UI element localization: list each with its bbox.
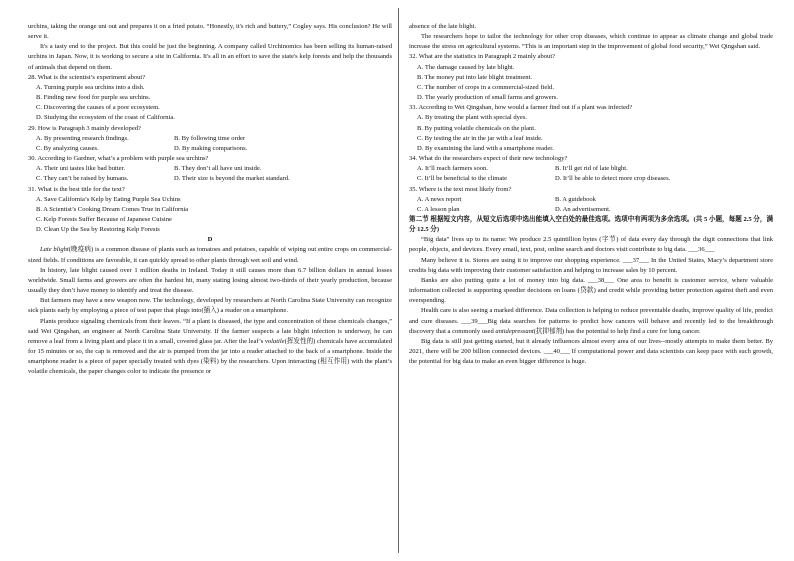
option: C. A lesson plan xyxy=(417,205,460,213)
question-32: 32. What are the statistics in Paragraph 2 mainly about? xyxy=(409,53,556,61)
option: D. By making comparisons. xyxy=(174,144,248,152)
option: B. By putting volatile chemicals on the plant. xyxy=(417,124,536,132)
passage-paragraph: Many believe it is. Stores are using it to improve our shopping experience. ___37___ In the United States, Macy’s department store credits big data with improving their customer satisfaction and helping to increase sales by 10 percent. xyxy=(409,256,773,274)
term-volatile: volatile xyxy=(264,337,285,345)
passage-paragraph: absence of the late blight. xyxy=(409,23,477,30)
passage-paragraph: In history, late blight caused over 1 million deaths in Ireland. Today it still causes more than 6.7 billion dollars in annual losses worldwide. Small farms and growers are often the hardest hit, many stating losing almost two-thirds of their yearly production, because usually they don’t have money to identify and treat the disease. xyxy=(28,266,392,295)
question-30: 30. According to Gardner, what’s a problem with purple sea urchins? xyxy=(28,155,209,163)
option-row xyxy=(28,134,392,144)
option: C. Kelp Forests Suffer Because of Japanese Cuisine xyxy=(36,215,172,223)
option-row xyxy=(409,174,773,184)
option-row xyxy=(409,195,773,205)
option: C. Discovering the causes of a poor ecosystem. xyxy=(36,104,160,112)
passage-d-label: D xyxy=(207,236,213,244)
option: C. By testing the air in the jar with a leaf inside. xyxy=(417,134,543,142)
question-35: 35. Where is the text most likely from? xyxy=(409,185,512,193)
passage-paragraph: The researchers hope to tailor the technology for other crop diseases, which continue to appear as climate change and global trade increase the stress on agricultural systems. “This is an important step in the improvement of global food security,” Wei Qingshan said. xyxy=(409,33,773,51)
option: B. The money put into late blight treatment. xyxy=(417,73,532,81)
option: C. By analyzing causes. xyxy=(36,144,99,152)
term-late-blight: Late blight xyxy=(40,246,69,254)
column-divider xyxy=(398,8,399,553)
paragraph-text: (挥发性的) chemicals have accumulated for 15 minutes or so, the cap is removed and the air is pumped from the jar into a reader attached to the back of a smartphone. Inside the smartphone reader is a piece of paper specially treated with dyes (染料) by the researchers. Upon interacting (相互作用) with the plant’s volatile chemicals, the paper changes color to indicate the presence or xyxy=(28,337,392,376)
option-row xyxy=(28,174,392,184)
option: A. By treating the plant with special dyes. xyxy=(417,114,527,122)
term-antidepressant: antidepressant xyxy=(495,327,534,335)
passage-paragraph: It's a tasty end to the project. But this could be just the beginning. A company called Urchinomics has been selling its human-raised urchins in Japan. Now, it is working to secure a site in California. It's all in an effort to save the state's kelp forests and help the thousands of animals that depend on them. xyxy=(28,43,392,71)
paragraph-text: Plants produce signaling chemicals from their leaves. “If a plant is diseased, the type and concentration of these chemicals changes,” said Wei Qingshan, an engineer at North Carolina State University. If the farmer suspects a late blight infection is underway, he can remove a leaf from a living plant and place it in a small, covered glass jar. After the leaf’s xyxy=(28,317,392,345)
section-2-instructions: 第二节 根据短文内容，从短文后选项中选出能填入空白处的最佳选项。选项中有两项为多余选项。(共 5 小题，每题 2.5 分，满分 12.5 分) xyxy=(409,215,773,234)
left-column xyxy=(28,22,392,377)
option: B. Finding new food for purple sea urchins. xyxy=(36,94,151,102)
question-28: 28. What is the scientist’s experiment about? xyxy=(28,73,146,81)
right-column xyxy=(409,22,773,367)
option: A. It’ll reach farmers soon. xyxy=(417,165,488,173)
passage-paragraph: But farmers may have a new weapon now. The technology, developed by researchers at North Carolina State University can recognize sick plants early by employing a piece of test paper that plugs into(插入) a reader on a smartphone. xyxy=(28,297,392,315)
option: C. The number of crops in a commercial-sized field. xyxy=(417,83,554,91)
passage-paragraph: Banks are also putting quite a lot of money into big data. ___38___ One area to benefit is customer service, where valuable information collected is supporting speedier decisions on loans (贷款) and credit while providing better protection against theft and even overspending. xyxy=(409,276,773,305)
question-31: 31. What is the best title for the text? xyxy=(28,185,125,193)
question-29: 29. How is Paragraph 3 mainly developed? xyxy=(28,124,141,132)
option: D. Their size is beyond the market standard. xyxy=(174,175,290,183)
option: D. An advertisement. xyxy=(555,205,611,213)
option: B. A guidebook xyxy=(555,195,596,203)
option-row xyxy=(28,164,392,174)
option: D. The yearly production of small farms and growers. xyxy=(417,94,558,102)
option-row xyxy=(409,164,773,174)
option: B. They don’t all have uni inside. xyxy=(174,165,262,173)
option: A. Turning purple sea urchins into a dish. xyxy=(36,83,145,91)
option: B. A Scientist’s Cooking Dream Comes True in California xyxy=(36,205,189,213)
passage-paragraph xyxy=(409,306,773,336)
option: D. By examining the land with a smartphone reader. xyxy=(417,144,554,152)
passage-paragraph: Big data is still just getting started, but it already influences almost every area of our lives--mostly attempts to make them better. By 2021, there will be 200 billion connected devices. ___40___ If computational power and data scientists can keep pace with such growth, the potential for big data to make an even bigger difference is huge. xyxy=(409,337,773,366)
option: D. Clean Up the Sea by Restoring Kelp Forests xyxy=(36,226,160,234)
option: A. The damage caused by late blight. xyxy=(417,63,515,71)
option: B. It’ll get rid of late blight. xyxy=(555,165,628,173)
passage-paragraph xyxy=(28,317,392,378)
passage-paragraph xyxy=(28,245,392,265)
paragraph-text: (晚疫病) is a common disease of plants such as tomatoes and potatoes, capable of wiping out entire crops on commercial-sized fields. If conditions are favorable, it can quickly spread to other plants through wet soil and wind. xyxy=(28,246,392,264)
passage-paragraph: “Big data” lives up to its name: We produce 2.5 quintillion bytes (字节) of data every day through the digit connections that link people, objects, and devices. Every email, text, post, online search and doctors visit contribute to big data. ___36___ xyxy=(409,236,773,254)
option: D. Studying the ecosystem of the coast of California. xyxy=(36,114,175,122)
option: B. By following time order xyxy=(174,134,246,142)
option: A. By presenting research findings. xyxy=(36,134,129,142)
option: C. They can’t be raised by humans. xyxy=(36,175,129,183)
question-33: 33. According to Wei Qingshan, how would a farmer find out if a plant was infected? xyxy=(409,104,633,112)
option: C. It’ll be beneficial to the climate xyxy=(417,175,507,183)
option: A. Their uni tastes like bad butter. xyxy=(36,165,125,173)
passage-paragraph: urchins, taking the orange uni out and prepares it on a fried potato. “Honestly, it's rich and buttery,” Cogley says. His conclusion? He will serve it. xyxy=(28,23,392,41)
option-row xyxy=(28,144,392,154)
question-34: 34. What do the researchers expect of their new technology? xyxy=(409,155,568,163)
option: A. Save California’s Kelp by Eating Purple Sea Uchins xyxy=(36,195,181,203)
paragraph-text: (抗抑郁剂) has the potential to help find a cure for lung cancer. xyxy=(533,327,701,335)
option: D. It’ll be able to detect more crop diseases. xyxy=(555,175,671,183)
option-row xyxy=(409,205,773,215)
option: A. A news report xyxy=(417,195,462,203)
paragraph-text: Health care is also seeing a marked difference. Data collection is helping to reduce preventable deaths, improve quality of life, predict and cure diseases. ___39___Big data searches for patterns to predict how cancers will behave and recently led to the breakthrough discovery that a commonly used xyxy=(409,307,773,335)
